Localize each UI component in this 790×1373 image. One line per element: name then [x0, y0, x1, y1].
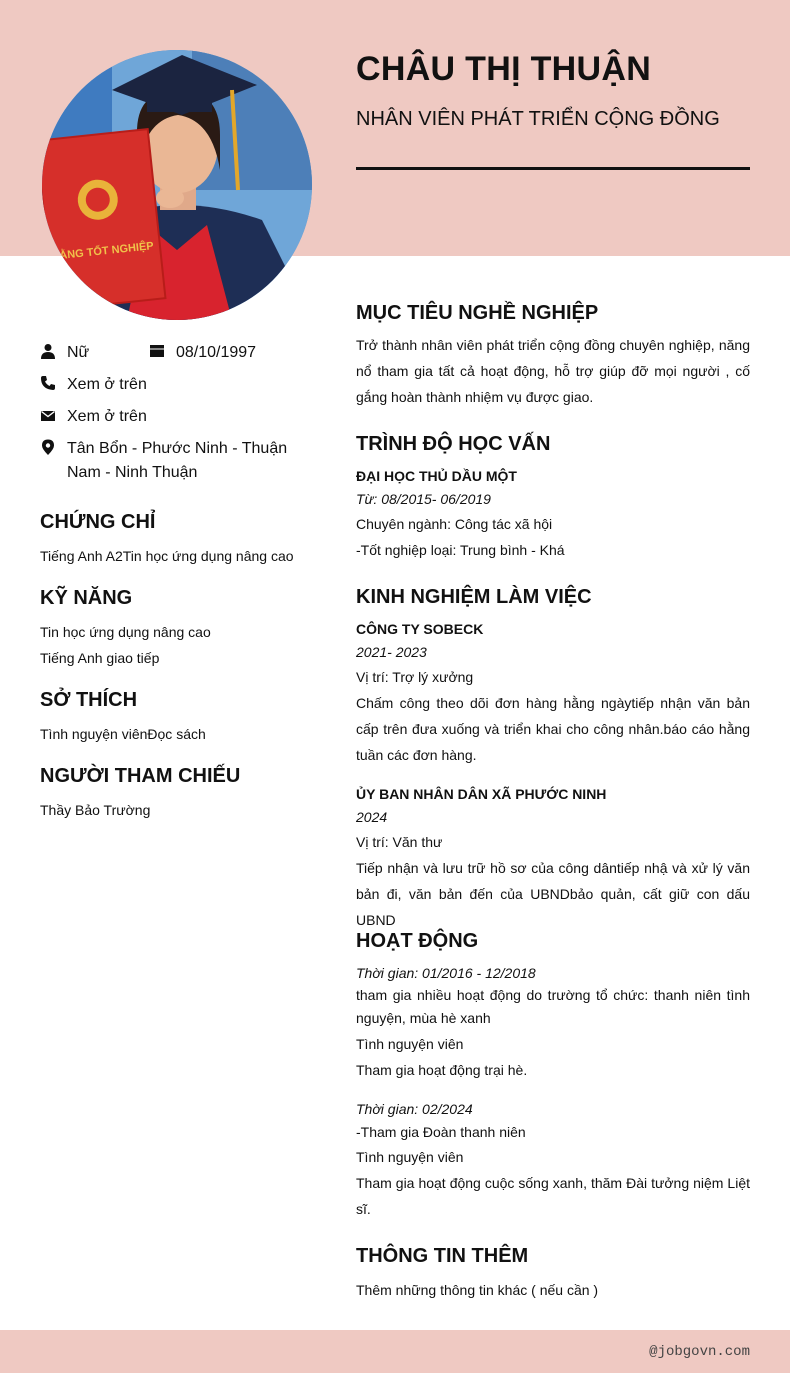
address-row	[40, 437, 300, 487]
dob-value: 08/10/1997	[176, 344, 257, 361]
activities-heading: HOẠT ĐỘNG	[356, 930, 479, 952]
phone-value: Xem ở trên	[67, 376, 147, 393]
skills-heading: KỸ NĂNG	[40, 587, 133, 609]
job-title: NHÂN VIÊN PHÁT TRIỂN CỘNG ĐỒNG	[356, 108, 720, 130]
school-name: ĐẠI HỌC THỦ DẦU MỘT	[356, 468, 517, 484]
job-description: Tiếp nhận và lưu trữ hồ sơ của công dântiếp nhậ và xử lý văn bản đi, văn bản đến của UBNDbảo quản, cất giữ con dấu UBND	[356, 860, 750, 928]
job-position: Vị trí: Trợ lý xưởng	[356, 669, 474, 685]
education-heading: TRÌNH ĐỘ HỌC VẤN	[356, 433, 551, 455]
activity-detail: Tham gia hoạt động trại hè.	[356, 1062, 528, 1078]
activity-period: Thời gian: 01/2016 - 12/2018	[356, 965, 536, 981]
activity-description: -Tham gia Đoàn thanh niên	[356, 1124, 526, 1140]
hobbies-text: Tình nguyện viênĐọc sách	[40, 726, 206, 742]
address-line-2: Nam - Ninh Thuận	[67, 464, 198, 481]
job-period: 2021- 2023	[356, 644, 427, 660]
job-description: Chấm công theo dõi đơn hàng hằng ngàytiếp nhận văn bản cấp trên đưa xuống và triển khai cho công nhân.báo cáo hằng tuần các đơn hàng.	[356, 695, 750, 763]
references-text: Thầy Bảo Trường	[40, 802, 151, 818]
education-major: Chuyên ngành: Công tác xã hội	[356, 516, 553, 532]
footer-credit: @jobgovn.com	[649, 1344, 750, 1360]
education-grade: -Tốt nghiệp loại: Trung bình - Khá	[356, 542, 565, 558]
job-position: Vị trí: Văn thư	[356, 834, 443, 850]
candidate-name: CHÂU THỊ THUẬN	[356, 50, 652, 88]
person-icon	[40, 343, 56, 359]
email-value: Xem ở trên	[67, 408, 147, 425]
diploma-text: BẰNG TỐT NGHIỆP	[50, 240, 155, 263]
job-company: CÔNG TY SOBECK	[356, 621, 484, 637]
mail-icon	[40, 407, 56, 423]
address-line-1: Tân Bổn - Phước Ninh - Thuận	[67, 440, 288, 457]
certificates-heading: CHỨNG CHỈ	[40, 511, 156, 533]
email-row	[40, 405, 280, 429]
activity-period: Thời gian: 02/2024	[356, 1101, 473, 1117]
gender-row	[40, 341, 160, 365]
phone-row	[40, 373, 280, 397]
dob-row	[149, 341, 279, 365]
activity-role: Tình nguyện viên	[356, 1149, 464, 1165]
calendar-icon	[149, 343, 165, 359]
job-company: ỦY BAN NHÂN DÂN XÃ PHƯỚC NINH	[356, 786, 607, 802]
skill-item: Tiếng Anh giao tiếp	[40, 650, 160, 666]
objective-text: Trở thành nhân viên phát triển cộng đồng chuyên nghiệp, năng nổ tham gia tất cả hoạt động, hỗ trợ giúp đỡ mọi người , cố gắng hoàn thành nhiệm vụ được giao.	[356, 337, 750, 405]
experience-heading: KINH NGHIỆM LÀM VIỆC	[356, 586, 592, 608]
objective-heading: MỤC TIÊU NGHỀ NGHIỆP	[356, 302, 599, 324]
location-pin-icon	[40, 439, 56, 455]
profile-photo	[42, 50, 312, 320]
references-heading: NGƯỜI THAM CHIẾU	[40, 765, 241, 787]
job-period: 2024	[356, 809, 388, 825]
activity-detail: Tham gia hoạt động cuộc sống xanh, thăm Đài tưởng niệm Liệt sĩ.	[356, 1175, 750, 1217]
education-period: Từ: 08/2015- 06/2019	[356, 491, 491, 507]
activity-role: Tình nguyện viên	[356, 1036, 464, 1052]
gender-value: Nữ	[67, 344, 90, 361]
title-divider	[356, 167, 750, 170]
phone-icon	[40, 375, 56, 391]
skill-item: Tin học ứng dụng nâng cao	[40, 624, 211, 640]
activity-description: tham gia nhiều hoạt động do trường tổ chức: thanh niên tình nguyện, mùa hè xanh	[356, 987, 750, 1026]
additional-heading: THÔNG TIN THÊM	[356, 1245, 529, 1267]
certificates-text: Tiếng Anh A2Tin học ứng dụng nâng cao	[40, 548, 294, 564]
additional-text: Thêm những thông tin khác ( nếu cần )	[356, 1282, 599, 1298]
hobbies-heading: SỞ THÍCH	[40, 689, 138, 711]
